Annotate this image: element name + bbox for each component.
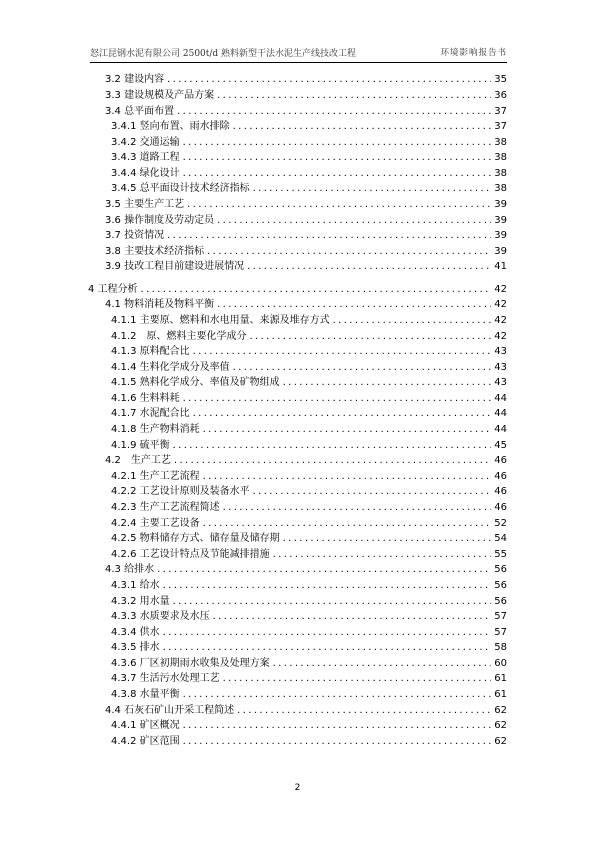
toc-dot-leader	[223, 502, 492, 514]
page-header	[90, 44, 507, 63]
header-report-type: 环境影响报告书	[440, 48, 507, 58]
toc-dot-leader	[177, 106, 491, 118]
toc-entry[interactable]	[105, 297, 507, 311]
toc-entry-page: 35	[494, 74, 507, 85]
toc-entry-title: 4.3.4 供水	[111, 627, 160, 638]
toc-entry-page: 38	[494, 168, 507, 179]
toc-entry[interactable]	[111, 391, 507, 405]
toc-entry[interactable]	[111, 360, 507, 374]
toc-entry[interactable]	[88, 282, 507, 296]
toc-entry[interactable]	[105, 562, 507, 576]
toc-entry-page: 56	[494, 580, 507, 591]
toc-entry-page: 43	[494, 346, 507, 357]
toc-dot-leader	[237, 705, 491, 717]
toc-entry-page: 52	[494, 518, 507, 529]
toc-entry-page: 57	[494, 627, 507, 638]
toc-entry[interactable]	[111, 516, 507, 530]
toc-entry-title: 3.4.2 交通运输	[111, 137, 180, 148]
toc-entry[interactable]	[111, 547, 507, 561]
toc-entry[interactable]	[111, 469, 507, 483]
toc-dot-leader	[283, 377, 492, 389]
toc-entry[interactable]	[111, 625, 507, 639]
toc-entry-title: 3.4 总平面布置	[105, 106, 175, 117]
toc-entry[interactable]	[105, 228, 507, 242]
toc-entry-title: 4.3.1 给水	[111, 580, 160, 591]
toc-entry-title: 3.7 投资情况	[105, 230, 165, 241]
toc-entry-page: 39	[494, 215, 507, 226]
toc-entry-page: 60	[494, 658, 507, 669]
toc-entry-page: 39	[494, 230, 507, 241]
toc-entry-page: 36	[494, 90, 507, 101]
toc-entry[interactable]	[105, 197, 507, 211]
toc-entry-page: 41	[494, 261, 507, 272]
toc-dot-leader	[273, 549, 492, 561]
toc-dot-leader	[183, 736, 492, 748]
toc-dot-leader	[333, 315, 492, 327]
toc-entry-page: 43	[494, 362, 507, 373]
toc-dot-leader	[203, 471, 492, 483]
toc-dot-leader	[141, 284, 492, 296]
toc-entry[interactable]	[111, 375, 507, 389]
toc-entry-page: 39	[494, 246, 507, 257]
toc-entry-page: 42	[494, 299, 507, 310]
toc-dot-leader	[183, 689, 492, 701]
toc-entry-title: 4.4.2 矿区范围	[111, 736, 180, 747]
toc-entry[interactable]	[111, 640, 507, 654]
toc-entry-title: 4.2 生产工艺	[105, 455, 171, 466]
toc-entry-title: 4.2.2 工艺设计原则及装备水平	[111, 486, 250, 497]
toc-dot-leader	[203, 518, 492, 530]
toc-dot-leader	[187, 199, 491, 211]
toc-entry-title: 4.2.6 工艺设计特点及节能减排措施	[111, 549, 270, 560]
toc-entry-page: 56	[494, 564, 507, 575]
toc-entry[interactable]	[105, 213, 507, 227]
toc-entry[interactable]	[105, 72, 507, 86]
toc-entry[interactable]	[111, 500, 507, 514]
toc-dot-leader	[233, 362, 492, 374]
toc-entry-title: 4.3.6 厂区初期雨水收集及处理方案	[111, 658, 270, 669]
toc-entry-title: 4.3.7 生活污水处理工艺	[111, 673, 220, 684]
toc-entry-page: 56	[494, 596, 507, 607]
toc-entry-title: 4.1.8 生产物料消耗	[111, 424, 200, 435]
toc-entry[interactable]	[105, 703, 507, 717]
toc-entry-title: 3.8 主要技术经济指标	[105, 246, 205, 257]
toc-entry-title: 4.3.3 水质要求及水压	[111, 611, 210, 622]
toc-entry-title: 3.9 技改工程目前建设进展情况	[105, 261, 245, 272]
toc-dot-leader	[217, 299, 491, 311]
toc-entry[interactable]	[105, 259, 507, 273]
toc-entry[interactable]	[111, 329, 507, 343]
toc-dot-leader	[217, 90, 491, 102]
toc-entry[interactable]	[105, 453, 507, 467]
toc-entry-title: 4.3.8 水量平衡	[111, 689, 180, 700]
toc-entry-page: 37	[494, 121, 507, 132]
toc-dot-leader	[173, 440, 492, 452]
toc-entry-title: 3.3 建设规模及产品方案	[105, 90, 215, 101]
toc-dot-leader	[217, 215, 491, 227]
toc-dot-leader	[157, 564, 491, 576]
toc-entry-title: 4.3.2 用水量	[111, 596, 170, 607]
toc-entry-title: 3.2 建设内容	[105, 74, 165, 85]
toc-entry-page: 37	[494, 106, 507, 117]
toc-entry[interactable]	[111, 344, 507, 358]
toc-entry-page: 42	[494, 284, 507, 295]
toc-entry[interactable]	[105, 244, 507, 258]
toc-entry-title: 3.4.3 道路工程	[111, 152, 180, 163]
page-number: 2	[294, 783, 301, 793]
toc-entry-title: 4 工程分析	[88, 284, 138, 295]
toc-entry-page: 58	[494, 642, 507, 653]
toc-entry[interactable]	[111, 135, 507, 149]
toc-entry-page: 38	[494, 137, 507, 148]
toc-entry-page: 43	[494, 377, 507, 388]
toc-entry-title: 4.2.4 主要工艺设备	[111, 518, 200, 529]
toc-entry-page: 42	[494, 315, 507, 326]
toc-entry-title: 4.3 给排水	[105, 564, 155, 575]
toc-entry-page: 39	[494, 199, 507, 210]
toc-entry-title: 4.1.1 主要原、燃料和水电用量、来源及堆存方式	[111, 315, 330, 326]
toc-entry-title: 3.4.5 总平面设计技术经济指标	[111, 183, 250, 194]
toc-entry[interactable]	[111, 119, 507, 133]
toc-entry-page: 61	[494, 673, 507, 684]
toc-entry-page: 62	[494, 705, 507, 716]
toc-entry-page: 38	[494, 152, 507, 163]
toc-entry-title: 3.4.4 绿化设计	[111, 168, 180, 179]
toc-entry-page: 62	[494, 720, 507, 731]
toc-dot-leader	[213, 611, 492, 623]
toc-entry[interactable]	[111, 656, 507, 670]
toc-entry-title: 4.2.3 生产工艺流程简述	[111, 502, 220, 513]
toc-dot-leader	[167, 230, 491, 242]
toc-entry-title: 4.1.3 原料配合比	[111, 346, 190, 357]
toc-dot-leader	[174, 455, 491, 467]
toc-entry[interactable]	[111, 734, 507, 748]
toc-entry[interactable]	[105, 88, 507, 102]
toc-dot-leader	[223, 673, 492, 685]
toc-entry-title: 3.4.1 竖向布置、雨水排除	[111, 121, 230, 132]
toc-entry[interactable]	[105, 104, 507, 118]
header-document-title: 怒江昆钢水泥有限公司 2500t/d 熟料新型干法水泥生产线技改工程	[90, 49, 357, 59]
toc-entry-page: 42	[494, 331, 507, 342]
toc-dot-leader	[173, 596, 492, 608]
toc-entry-page: 44	[494, 408, 507, 419]
toc-dot-leader	[183, 137, 492, 149]
toc-entry-page: 44	[494, 393, 507, 404]
toc-entry-title: 3.6 操作制度及劳动定员	[105, 215, 215, 226]
toc-entry[interactable]	[111, 531, 507, 545]
toc-entry[interactable]	[111, 438, 507, 452]
toc-dot-leader	[193, 408, 492, 420]
toc-dot-leader	[273, 658, 492, 670]
toc-dot-leader	[253, 183, 492, 195]
toc-entry[interactable]	[111, 578, 507, 592]
toc-entry-page: 61	[494, 689, 507, 700]
toc-entry-page: 62	[494, 736, 507, 747]
toc-dot-leader	[163, 642, 492, 654]
toc-entry[interactable]	[111, 718, 507, 732]
toc-entry-page: 46	[494, 486, 507, 497]
toc-dot-leader	[233, 121, 492, 133]
toc-entry-title: 4.1.4 生料化学成分及率值	[111, 362, 230, 373]
toc-dot-leader	[253, 486, 492, 498]
toc-entry-page: 54	[494, 533, 507, 544]
toc-entry-page: 44	[494, 424, 507, 435]
toc-entry-title: 4.2.5 物料储存方式、储存量及储存期	[111, 533, 280, 544]
toc-dot-leader	[203, 424, 492, 436]
toc-entry-title: 4.4 石灰石矿山开采工程简述	[105, 705, 235, 716]
toc-entry-title: 4.2.1 生产工艺流程	[111, 471, 200, 482]
toc-entry-title: 4.1.2 原、燃料主要化学成分	[111, 331, 247, 342]
toc-entry-page: 46	[494, 471, 507, 482]
toc-dot-leader	[183, 720, 492, 732]
toc-dot-leader	[283, 533, 492, 545]
toc-dot-leader	[183, 152, 492, 164]
toc-entry-page: 45	[494, 440, 507, 451]
toc-dot-leader	[249, 331, 491, 343]
toc-dot-leader	[183, 168, 492, 180]
toc-dot-leader	[183, 393, 492, 405]
toc-entry[interactable]	[111, 484, 507, 498]
toc-entry-title: 4.1.5 熟料化学成分、率值及矿物组成	[111, 377, 280, 388]
toc-dot-leader	[247, 261, 491, 273]
toc-entry-title: 4.1.7 水泥配合比	[111, 408, 190, 419]
toc-entry[interactable]	[111, 687, 507, 701]
toc-entry-page: 46	[494, 502, 507, 513]
toc-entry[interactable]	[111, 313, 507, 327]
toc-entry-page: 46	[494, 455, 507, 466]
toc-entry[interactable]	[111, 181, 507, 195]
toc-entry-title: 4.3.5 排水	[111, 642, 160, 653]
toc-entry[interactable]	[111, 406, 507, 420]
toc-entry[interactable]	[111, 422, 507, 436]
toc-dot-leader	[207, 246, 491, 258]
toc-dot-leader	[163, 580, 492, 592]
toc-entry-title: 4.1 物料消耗及物料平衡	[105, 299, 215, 310]
toc-entry-title: 4.1.6 生料料耗	[111, 393, 180, 404]
toc-dot-leader	[163, 627, 492, 639]
toc-entry[interactable]	[111, 671, 507, 685]
toc-dot-leader	[167, 74, 491, 86]
toc-entry-title: 4.1.9 硫平衡	[111, 440, 170, 451]
toc-entry-title: 4.4.1 矿区概况	[111, 720, 180, 731]
toc-entry-title: 3.5 主要生产工艺	[105, 199, 185, 210]
toc-entry-page: 55	[494, 549, 507, 560]
toc-entry[interactable]	[111, 609, 507, 623]
toc-entry[interactable]	[111, 594, 507, 608]
toc-entry[interactable]	[111, 166, 507, 180]
toc-dot-leader	[193, 346, 492, 358]
toc-entry[interactable]	[111, 150, 507, 164]
toc-entry-page: 38	[494, 183, 507, 194]
toc-entry-page: 57	[494, 611, 507, 622]
